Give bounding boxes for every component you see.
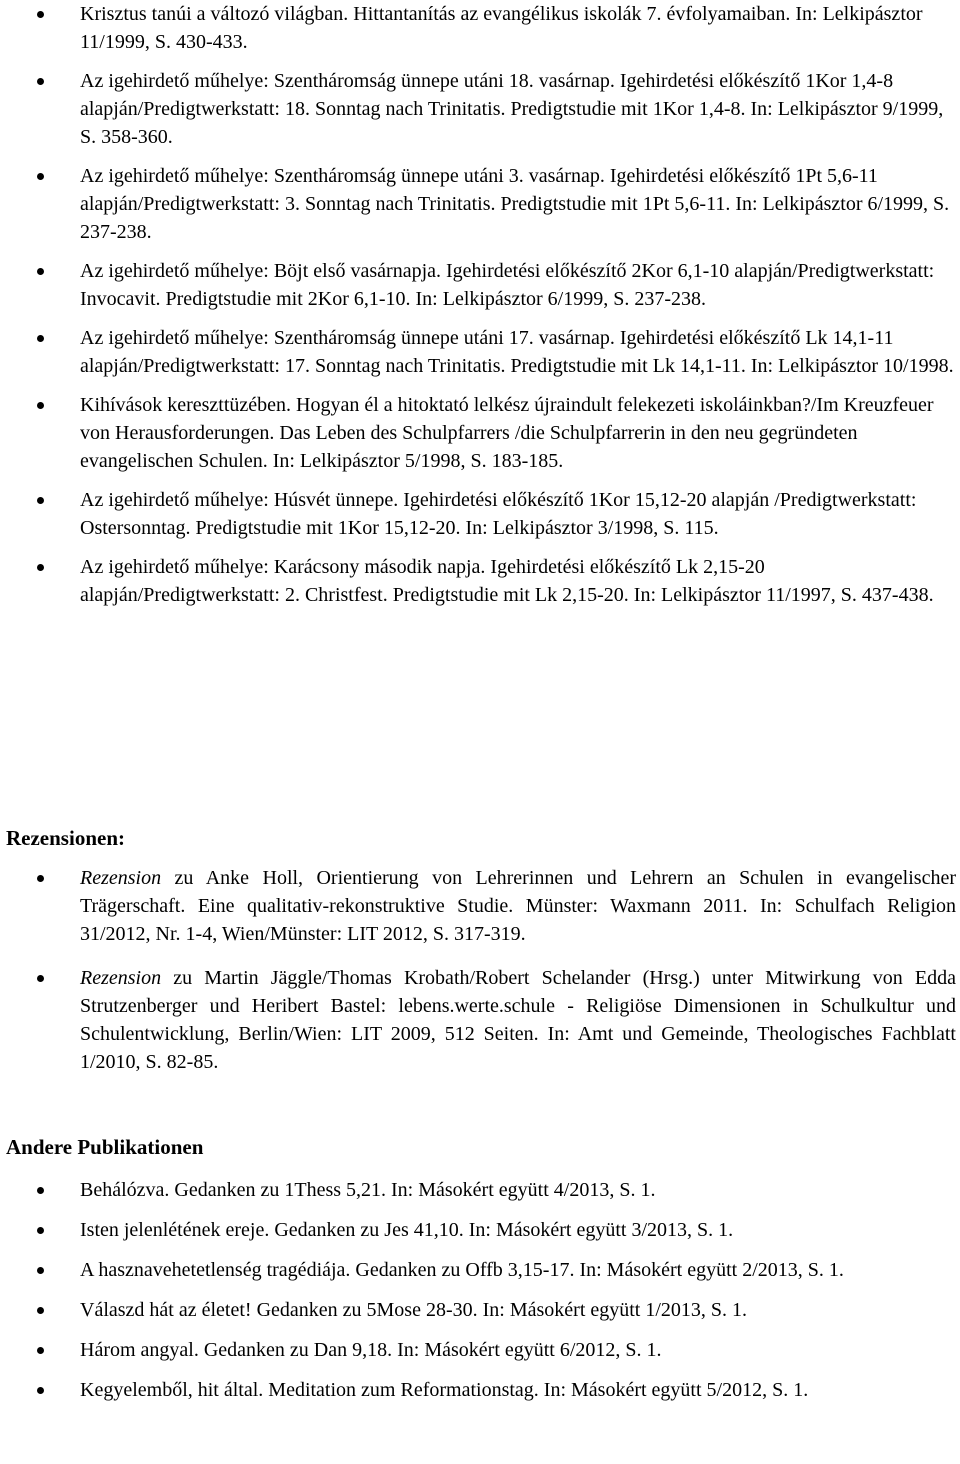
bullet-icon: [37, 1347, 44, 1354]
list-item: Behálózva. Gedanken zu 1Thess 5,21. In: Másokért együtt 4/2013, S. 1.: [0, 1176, 960, 1204]
list-item: Kegyelemből, hit által. Meditation zum Reformationstag. In: Másokért együtt 5/2012, S. 1.: [0, 1376, 960, 1404]
andere-publikationen-list: [0, 1176, 960, 1404]
list-item: Kihívások kereszttüzében. Hogyan él a hitoktató lelkész újraindult felekezeti iskoláinkban?/Im Kreuzfeuer von Herausforderungen. Das Leben des Schulpfarrers /die Schulpfarrerin in den neu gegründeten evangelischen Schulen. In: Lelkipásztor 5/1998, S. 183-185.: [0, 391, 960, 475]
list-item: Három angyal. Gedanken zu Dan 9,18. In: Másokért együtt 6/2012, S. 1.: [0, 1336, 960, 1364]
bullet-icon: [37, 1227, 44, 1234]
bullet-icon: [37, 1387, 44, 1394]
bullet-icon: [37, 78, 44, 85]
bullet-icon: [37, 497, 44, 504]
list-item: Az igehirdető műhelye: Húsvét ünnepe. Igehirdetési előkészítő 1Kor 15,12-20 alapján /Predigtwerkstatt: Ostersonntag. Predigtstudie mit 1Kor 15,12-20. In: Lelkipásztor 3/1998, S. 115.: [0, 486, 960, 542]
rezensionen-heading: Rezensionen:: [6, 826, 125, 850]
bullet-icon: [37, 975, 44, 982]
bullet-icon: [37, 173, 44, 180]
list-item: Rezension zu Anke Holl, Orientierung von Lehrerinnen und Lehrern an Schulen in evangelischer Trägerschaft. Eine qualitativ-rekonstruktive Studie. Münster: Waxmann 2011. In: Schulfach Religion 31/2012, Nr. 1-4, Wien/Münster: LIT 2012, S. 317-319.: [0, 864, 960, 948]
bullet-icon: [37, 402, 44, 409]
bullet-icon: [37, 11, 44, 18]
list-item: Az igehirdető műhelye: Szentháromság ünnepe utáni 17. vasárnap. Igehirdetési előkészítő Lk 14,1-11 alapján/Predigtwerkstatt: 17. Sonntag nach Trinitatis. Predigtstudie mit Lk 14,1-11. In: Lelkipásztor 10/1998.: [0, 324, 960, 380]
bullet-icon: [37, 1307, 44, 1314]
bullet-icon: [37, 1187, 44, 1194]
bullet-icon: [37, 564, 44, 571]
list-item: Isten jelenlétének ereje. Gedanken zu Jes 41,10. In: Másokért együtt 3/2013, S. 1.: [0, 1216, 960, 1244]
list-item: Az igehirdető műhelye: Szentháromság ünnepe utáni 18. vasárnap. Igehirdetési előkészítő 1Kor 1,4-8 alapján/Predigtwerkstatt: 18. Sonntag nach Trinitatis. Predigtstudie mit 1Kor 1,4-8. In: Lelkipásztor 9/1999, S. 358-360.: [0, 67, 960, 151]
bullet-icon: [37, 335, 44, 342]
bullet-icon: [37, 268, 44, 275]
list-item: Válaszd hát az életet! Gedanken zu 5Mose 28-30. In: Másokért együtt 1/2013, S. 1.: [0, 1296, 960, 1324]
list-item: Az igehirdető műhelye: Szentháromság ünnepe utáni 3. vasárnap. Igehirdetési előkészítő 1Pt 5,6-11 alapján/Predigtwerkstatt: 3. Sonntag nach Trinitatis. Predigtstudie mit 1Pt 5,6-11. In: Lelkipásztor 6/1999, S. 237-238.: [0, 162, 960, 246]
list-item: Krisztus tanúi a változó világban. Hittantanítás az evangélikus iskolák 7. évfolyamaiban. In: Lelkipásztor 11/1999, S. 430-433.: [0, 0, 960, 56]
bullet-icon: [37, 875, 44, 882]
andere-publikationen-heading: Andere Publikationen: [6, 1135, 204, 1159]
bullet-icon: [37, 1267, 44, 1274]
publication-list: [0, 0, 960, 609]
list-item: Rezension zu Martin Jäggle/Thomas Krobath/Robert Schelander (Hrsg.) unter Mitwirkung von Edda Strutzenberger und Heribert Bastel: lebens.werte.schule - Religiöse Dimensionen in Schulkultur und Schulentwicklung, Berlin/Wien: LIT 2009, 512 Seiten. In: Amt und Gemeinde, Theologisches Fachblatt 1/2010, S. 82-85.: [0, 964, 960, 1076]
list-item: A hasznavehetetlenség tragédiája. Gedanken zu Offb 3,15-17. In: Másokért együtt 2/2013, S. 1.: [0, 1256, 960, 1284]
list-item: Az igehirdető műhelye: Karácsony második napja. Igehirdetési előkészítő Lk 2,15-20 alapján/Predigtwerkstatt: 2. Christfest. Predigtstudie mit Lk 2,15-20. In: Lelkipásztor 11/1997, S. 437-438.: [0, 553, 960, 609]
list-item: Az igehirdető műhelye: Böjt első vasárnapja. Igehirdetési előkészítő 2Kor 6,1-10 alapján/Predigtwerkstatt: Invocavit. Predigtstudie mit 2Kor 6,1-10. In: Lelkipásztor 6/1999, S. 237-238.: [0, 257, 960, 313]
rezensionen-list: [0, 864, 960, 1076]
